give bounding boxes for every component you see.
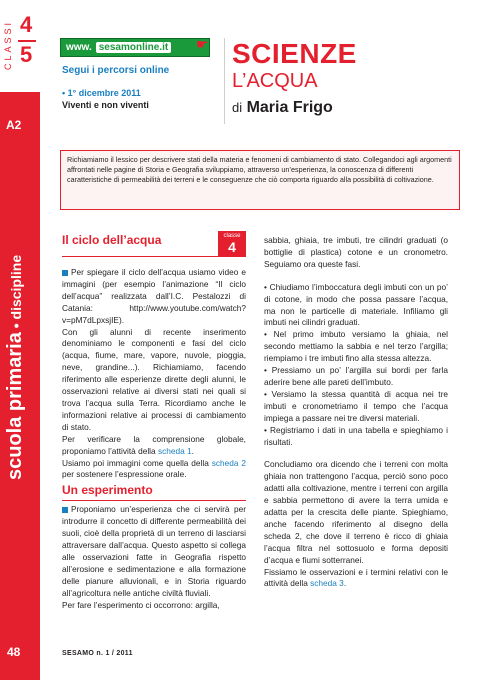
badge-number: 4 — [228, 239, 236, 255]
classi-label: CLASSI — [3, 20, 13, 71]
step-item: • Pressiamo un po’ l’argilla sui bordi per farla aderire bene alle pareti dell’imbuto. — [264, 365, 448, 387]
section-title: Il ciclo dell’acqua — [62, 233, 162, 247]
header-divider — [224, 38, 225, 124]
step-item: • Chiudiamo l’imboccatura degli imbuti con un po’ di cotone, in modo che possa passare l’acqua, ma non le particelle di materiale. Infiliamo gli imbuti nei cilindri graduati. — [264, 281, 448, 328]
paragraph-text: Proponiamo un’esperienza che ci servirà per introdurre il concetto di differente permeabilità dei suoli, cioè della proprietà di un terreno di lasciarsi attraversare dall’acqua. Questo aspetto si collega alle osservazioni fatte in Geografia rispetto all’erosione e sedimentazione e alla formazione delle pianure alluvionali, e in Storia riguardo all’agricoltura nelle antiche civiltà fluviali. — [62, 504, 246, 598]
step-item: • Nel primo imbuto versiamo la ghiaia, nel secondo mettiamo la sabbia e nel terzo l’argilla; riempiamo i tre imbuti fino alla stessa altezza. — [264, 329, 448, 364]
scheda-2-link[interactable]: scheda 2 — [211, 457, 246, 468]
vertical-title-main: scuola primaria — [4, 332, 26, 480]
page-number: 48 — [7, 645, 21, 659]
right-column — [264, 235, 448, 590]
paragraph — [264, 567, 448, 591]
paragraph: Per fare l’esperimento ci occorrono: argilla, — [62, 599, 220, 610]
sesamonline-logo[interactable] — [60, 38, 210, 57]
subsection-title: Un esperimento — [62, 485, 246, 501]
online-date: • 1° dicembre 2011 — [62, 88, 141, 98]
grade-box — [0, 0, 40, 92]
badge-label: classe — [223, 233, 241, 239]
left-sidebar — [0, 0, 40, 680]
subject-title: SCIENZE — [232, 38, 357, 69]
paragraph-text: Usiamo poi immagini come quella della — [62, 457, 212, 468]
paragraph: Concludiamo ora dicendo che i terreni con molta ghiaia non trattengono l’acqua, perciò sono poco adatti alla coltivazione, mentre i terreni con argilla e sabbia permettono di avere la terra umida e adatta per la crescita delle piante. Spieghiamo, anche facendo riferimento al disegno della scheda 2, che dove il terreno è ricco di ghiaia l’acqua filtra nel sottosuolo e forma depositi d’acqua e fiumi sotterranei. — [264, 459, 448, 565]
vertical-title-sub: discipline — [8, 254, 24, 320]
paragraph-text: Fissiamo le osservazioni e i termini relativi con le attività della — [264, 566, 448, 589]
intro-box: Richiamiamo il lessico per descrivere stati della materia e fenomeni di cambiamento di stato. Collegandoci agli argomenti affrontati nelle pagine di Storia e Geografia sviluppiamo, attraverso un’esperienza, la conoscenza di differenti caratteristiche di permeabilità dei terreni e le conseguenze che ciò comporta riguardo alla possibilità di coltivazione. — [60, 150, 460, 210]
paragraph: sabbia, ghiaia, tre imbuti, tre cilindri graduati (o bottiglie di plastica) cotone e un cronometro. Seguiamo ora queste fasi. — [264, 235, 448, 269]
scheda-1-link[interactable]: scheda 1 — [157, 445, 192, 456]
square-bullet-icon — [62, 507, 68, 513]
paragraph — [62, 267, 246, 327]
author-prefix: di — [232, 100, 243, 115]
paragraph — [62, 504, 246, 599]
paragraph — [62, 434, 246, 458]
paragraph-text: . — [191, 445, 194, 456]
grade-bottom: 5 — [20, 42, 33, 67]
paragraph-text: Per verificare la comprensione globale, proponiamo l’attività della — [62, 433, 246, 456]
vertical-title — [4, 254, 27, 480]
footer-issue: SESAMO n. 1 / 2011 — [62, 650, 133, 657]
logo-domain: sesamonline.it — [96, 42, 171, 53]
left-column — [62, 235, 246, 611]
section-code: A2 — [6, 118, 22, 132]
logo-www: www. — [66, 42, 92, 53]
follow-online-label: Segui i percorsi online — [62, 65, 170, 76]
online-topic: Viventi e non viventi — [62, 100, 149, 110]
vertical-title-sep: • — [8, 319, 24, 333]
scheda-3-link[interactable]: scheda 3 — [310, 578, 344, 589]
step-item: • Versiamo la stessa quantità di acqua nei tre imbuti e cronometriamo il tempo che l’acqua impiega a passare nei tre diversi materiali. — [264, 388, 448, 423]
section-header — [62, 235, 246, 257]
classe-badge — [218, 231, 246, 257]
paragraph-text: Per spiegare il ciclo dell’acqua usiamo video e immagini (per esempio l’animazione “Il ciclo dell’acqua” realizzata dall’I.C. Pestalozzi di Catania: http://www.youtube.com/watch?v=pM7dLpxsjIE). — [62, 267, 246, 325]
paragraph-text: per sostenere l’espressione orale. — [62, 469, 187, 480]
author-name: Maria Frigo — [246, 99, 333, 116]
author-line — [232, 99, 333, 117]
paragraph: Con gli alunni di recente inserimento denominiamo le componenti e fasi del ciclo (acqua, fiume, mare, vapore, nuvole, pioggia, neve, grandine...). Richiamiamo, facendo riferimento alle esperienze dirette degli alunni, le osservazioni relative ai diversi stati nei quali si trova l’acqua sulla Terra. Ricordiamo anche le informazioni relative ai processi di cambiamento di stato. — [62, 326, 246, 432]
step-item: • Registriamo i dati in una tabella e spieghiamo i risultati. — [264, 424, 448, 447]
square-bullet-icon — [62, 270, 68, 276]
article-title: L’ACQUA — [232, 70, 318, 92]
paragraph — [62, 458, 246, 482]
grade-top: 4 — [20, 12, 33, 37]
paragraph-text: . — [343, 578, 347, 589]
pointer-hand-icon: ☛ — [196, 36, 209, 52]
